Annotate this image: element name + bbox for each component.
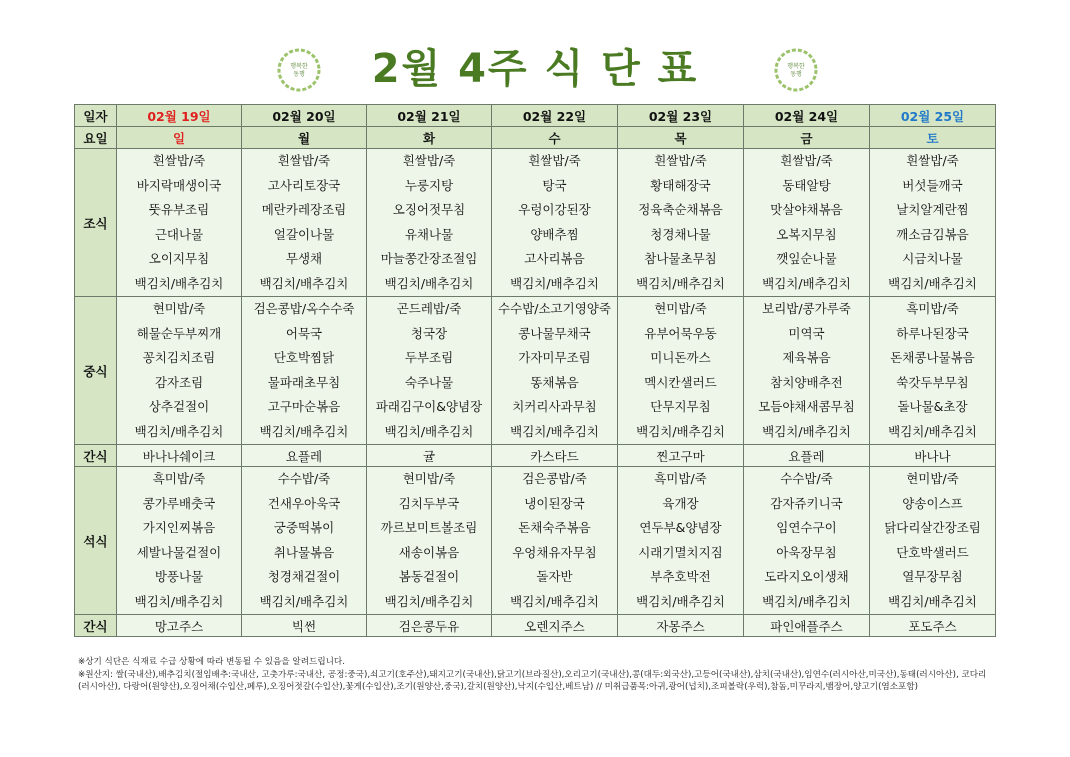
dish-item: 무생채 (285, 251, 323, 266)
dish-item: 흰쌀밥/죽 (528, 153, 581, 168)
svg-text:동행: 동행 (790, 71, 802, 78)
dish-item: 물파래초무침 (267, 374, 341, 390)
dish-item: 콩나물무채국 (518, 325, 591, 341)
menu-cell (618, 149, 744, 297)
snack-cell: 찐고구마 (618, 445, 744, 467)
menu-cell (492, 149, 618, 297)
menu-cell (367, 297, 492, 445)
dish-item: 단무지무침 (650, 399, 711, 414)
dish-item: 백김치/배추김치 (510, 275, 599, 291)
menu-cell (117, 467, 242, 615)
dish-item: 똥채볶음 (530, 374, 579, 390)
dish-item: 백김치/배추김치 (259, 593, 349, 609)
dish-item: 청경채겉절이 (267, 569, 341, 584)
dish-item: 청국장 (410, 325, 448, 341)
snack-cell: 파인애플주스 (744, 615, 870, 637)
dish-item: 상추겉절이 (148, 399, 210, 414)
dish-item: 참치양배추전 (770, 374, 843, 390)
dish-item: 백김치/배추김치 (888, 593, 977, 609)
snack-cell: 망고주스 (117, 615, 242, 637)
dish-item: 미역국 (788, 325, 825, 341)
dish-item: 시래기멸치지짐 (638, 544, 723, 560)
dish-item: 건새우아욱국 (267, 495, 341, 511)
day-row (75, 127, 996, 149)
menu-cell (492, 467, 618, 615)
dish-item: 백김치/배추김치 (384, 593, 474, 609)
dish-item: 꽁치김치조림 (142, 350, 216, 365)
dish-item: 세발나물겉절이 (136, 544, 222, 560)
dish-item: 백김치/배추김치 (259, 423, 349, 439)
page-title: 2월 4주 식 단 표 (371, 46, 699, 92)
menu-cell (618, 297, 744, 445)
snack-cell: 바나나 (870, 445, 996, 467)
date-cell: 02월 19일 (117, 105, 242, 127)
notes-disclaimer: ※상기 식단은 식재료 수급 상황에 따라 변동될 수 있음을 알려드립니다. (78, 657, 345, 667)
dish-item: 임연수구이 (776, 520, 837, 535)
menu-cell (744, 149, 870, 297)
title-row (0, 38, 1070, 100)
dish-item: 봄동겉절이 (398, 569, 460, 584)
dish-item: 유채나물 (404, 226, 454, 242)
dish-item: 고사리토장국 (267, 177, 341, 193)
menu-cell (117, 297, 242, 445)
dish-item: 흰쌀밥/죽 (906, 153, 959, 168)
dish-item: 백김치/배추김치 (888, 275, 977, 291)
dish-item: 냉이된장국 (524, 495, 585, 511)
dish-item: 감자조림 (154, 374, 204, 390)
dish-item: 우렁이강된장 (518, 202, 591, 217)
dish-item: 황태해장국 (650, 177, 711, 193)
dish-item: 날치알계란찜 (896, 202, 969, 217)
dish-item: 탕국 (542, 177, 567, 193)
dish-item: 백김치/배추김치 (762, 423, 851, 439)
dish-item: 정육축순채볶음 (638, 202, 723, 217)
dish-item: 파래김구이&양념장 (375, 399, 483, 414)
dish-item: 백김치/배추김치 (636, 275, 725, 291)
meal-label-snack: 간식 (75, 445, 117, 467)
day-cell: 목 (618, 127, 744, 149)
dish-item: 돈채숙주볶음 (518, 520, 591, 535)
dish-item: 뚯유부조림 (148, 202, 210, 217)
dish-item: 수수밥/죽 (277, 471, 331, 486)
menu-cell (618, 467, 744, 615)
dish-item: 돌자반 (536, 569, 573, 584)
dish-item: 백김치/배추김치 (510, 593, 599, 609)
dish-item: 백김치/배추김치 (762, 593, 851, 609)
menu-cell (367, 149, 492, 297)
notes (78, 656, 993, 694)
dish-item: 흰쌀밥/죽 (402, 153, 456, 168)
dish-item: 두부조림 (404, 350, 454, 365)
dish-item: 백김치/배추김치 (636, 423, 725, 439)
snack-cell: 포도주스 (870, 615, 996, 637)
dish-item: 모듬야채새콤무침 (758, 399, 855, 414)
dish-item: 흰쌀밥/죽 (780, 153, 833, 168)
snack-row (75, 445, 996, 467)
date-cell: 02월 25일 (870, 105, 996, 127)
menu-cell (744, 297, 870, 445)
dish-item: 새송이볶음 (398, 544, 460, 560)
dish-item: 마늘쫑간장조절임 (380, 251, 478, 266)
date-cell: 02월 23일 (618, 105, 744, 127)
day-cell: 금 (744, 127, 870, 149)
dish-item: 아욱장무침 (776, 544, 837, 560)
date-cell: 02월 20일 (242, 105, 367, 127)
snack-cell: 오렌지주스 (492, 615, 618, 637)
date-cell: 02월 24일 (744, 105, 870, 127)
dish-item: 동태알탕 (782, 177, 831, 193)
dish-item: 열무장무침 (902, 569, 963, 584)
menu-cell (492, 297, 618, 445)
dish-item: 오복지무침 (776, 226, 837, 242)
svg-text:동행: 동행 (293, 71, 305, 78)
dish-item: 현미밥/죽 (152, 301, 206, 316)
dish-item: 흑미밥/죽 (906, 301, 959, 316)
dish-item: 누룽지탕 (404, 177, 454, 193)
snack-cell: 빅썬 (242, 615, 367, 637)
menu-table (74, 104, 996, 637)
dish-item: 김치두부국 (398, 495, 460, 511)
snack-row (75, 615, 996, 637)
dish-item: 치커리사과무침 (512, 399, 597, 414)
dish-item: 맛살야채볶음 (770, 202, 843, 217)
dish-item: 백김치/배추김치 (510, 423, 599, 439)
dish-item: 우엉채유자무침 (512, 544, 597, 560)
dish-item: 깻잎순나물 (776, 251, 837, 266)
menu-cell (870, 297, 996, 445)
dish-item: 돌나물&초장 (897, 399, 968, 414)
dish-item: 가지인찌볶음 (142, 520, 216, 535)
breakfast-row (75, 149, 996, 297)
day-cell: 수 (492, 127, 618, 149)
dish-item: 미니돈까스 (650, 350, 711, 365)
dish-item: 바지락매생이국 (136, 177, 222, 193)
dish-item: 양배추찜 (530, 226, 579, 242)
notes-origin: ※원산지: 쌀(국내산),배추김치(절임배추:국내산, 고춧가루:국내산, 공정:중국),쇠고기(호주산),돼지고기(국내산),닭고기(브라질산),오리고기(국내산),콩(대두:외국산),고등어(국내산),삼치(국내산),임연수(러시아산,미국산),동태(러시아산), 코다리(러시아산), 다랑어(원양산),오징어채(수입산,페루),오징어젓갈(수입산),꽃게(수입산),조기(원양산,중국),갈치(원양산),낙지(수입산,베트남) // 미취급품목:아귀,광어(넙치),조피볼락(우럭),참돔,미꾸라지,뱀장어,양고기(염소포함) (78, 669, 987, 692)
dish-item: 궁중떡볶이 (273, 520, 335, 535)
dish-item: 백김치/배추김치 (636, 593, 725, 609)
snack-cell: 검은콩두유 (367, 615, 492, 637)
menu-cell (744, 467, 870, 615)
dish-item: 어묵국 (285, 325, 323, 341)
dish-item: 버섯들깨국 (902, 177, 963, 193)
dish-item: 백김치/배추김치 (134, 593, 224, 609)
dish-item: 감자쥬키니국 (770, 495, 843, 511)
dish-item: 오징어젓무침 (392, 202, 466, 217)
day-cell: 토 (870, 127, 996, 149)
dish-item: 메란카레장조림 (261, 202, 347, 217)
dish-item: 흑미밥/죽 (654, 471, 707, 486)
dish-item: 백김치/배추김치 (384, 423, 474, 439)
dish-item: 보리밥/콩가루죽 (762, 301, 851, 316)
dish-item: 흰쌀밥/죽 (152, 153, 206, 168)
dish-item: 닭다리살간장조림 (884, 520, 981, 535)
dish-item: 백김치/배추김치 (259, 275, 349, 291)
date-cell: 02월 22일 (492, 105, 618, 127)
dish-item: 검은콩밥/옥수수죽 (253, 301, 355, 316)
meal-label-breakfast: 조식 (75, 149, 117, 297)
dish-item: 참나물초무침 (644, 251, 717, 266)
dish-item: 가자미무조림 (518, 350, 591, 365)
dish-item: 현미밥/죽 (906, 471, 959, 486)
dish-item: 멕시칸샐러드 (644, 374, 717, 390)
dish-item: 현미밥/죽 (654, 301, 707, 316)
dish-item: 육개장 (662, 495, 699, 511)
snack-cell: 카스타드 (492, 445, 618, 467)
dish-item: 검은콩밥/죽 (522, 471, 587, 486)
dish-item: 현미밥/죽 (402, 471, 456, 486)
dish-item: 곤드레밥/죽 (396, 301, 462, 316)
dish-item: 백김치/배추김치 (762, 275, 851, 291)
lunch-row (75, 297, 996, 445)
dish-item: 숙주나물 (404, 374, 454, 390)
dish-item: 유부어묵우동 (644, 325, 717, 341)
dish-item: 양송이스프 (902, 495, 963, 511)
dish-item: 수수밥/소고기영양죽 (498, 301, 611, 316)
dish-item: 연두부&양념장 (639, 520, 722, 535)
date-cell: 02월 21일 (367, 105, 492, 127)
date-label: 일자 (75, 105, 117, 127)
dish-item: 쑥갓두부무침 (896, 374, 969, 390)
menu-cell (242, 149, 367, 297)
dish-item: 백김치/배추김치 (134, 275, 224, 291)
dish-item: 수수밥/죽 (780, 471, 833, 486)
dish-item: 오이지무침 (148, 251, 210, 266)
dish-item: 백김치/배추김치 (134, 423, 224, 439)
menu-cell (242, 467, 367, 615)
menu-cell (242, 297, 367, 445)
dish-item: 돈채콩나물볶음 (890, 350, 975, 365)
dish-item: 청경채나물 (650, 226, 711, 242)
meal-label-lunch: 중식 (75, 297, 117, 445)
snack-cell: 자몽주스 (618, 615, 744, 637)
meal-label-snack: 간식 (75, 615, 117, 637)
dish-item: 얼갈이나물 (273, 226, 335, 242)
dish-item: 하루나된장국 (896, 325, 969, 341)
dinner-row (75, 467, 996, 615)
dish-item: 단호박찜닭 (273, 350, 335, 365)
dish-item: 부추호박전 (650, 569, 711, 584)
day-cell: 일 (117, 127, 242, 149)
dish-item: 해물순두부찌개 (136, 325, 222, 341)
meal-label-dinner: 석식 (75, 467, 117, 615)
dish-item: 단호박샐러드 (896, 544, 969, 560)
dish-item: 백김치/배추김치 (888, 423, 977, 439)
menu-cell (870, 467, 996, 615)
dish-item: 근대나물 (154, 226, 204, 242)
dish-item: 흑미밥/죽 (152, 471, 206, 486)
dish-item: 고사리볶음 (524, 251, 585, 266)
menu-cell (870, 149, 996, 297)
dish-item: 고구마순볶음 (267, 399, 341, 414)
svg-text:행복한: 행복한 (290, 63, 308, 70)
dish-item: 흰쌀밥/죽 (277, 153, 331, 168)
svg-text:행복한: 행복한 (787, 63, 805, 70)
date-row (75, 105, 996, 127)
dish-item: 깨소금김볶음 (896, 226, 969, 242)
day-cell: 화 (367, 127, 492, 149)
dish-item: 취나물볶음 (273, 544, 335, 560)
dish-item: 도라지오이생채 (764, 569, 849, 584)
dish-item: 콩가루배춧국 (142, 495, 216, 511)
dish-item: 백김치/배추김치 (384, 275, 474, 291)
menu-cell (367, 467, 492, 615)
logo-wreath-icon (774, 48, 818, 92)
snack-cell: 요플레 (744, 445, 870, 467)
dish-item: 까르보미트볼조림 (380, 520, 478, 535)
dish-item: 흰쌀밥/죽 (654, 153, 707, 168)
snack-cell: 귤 (367, 445, 492, 467)
dish-item: 시금치나물 (902, 251, 963, 266)
menu-cell (117, 149, 242, 297)
dish-item: 제육볶음 (782, 350, 831, 365)
snack-cell: 요플레 (242, 445, 367, 467)
day-label: 요일 (75, 127, 117, 149)
day-cell: 월 (242, 127, 367, 149)
snack-cell: 바나나쉐이크 (117, 445, 242, 467)
dish-item: 방풍나물 (154, 569, 204, 584)
